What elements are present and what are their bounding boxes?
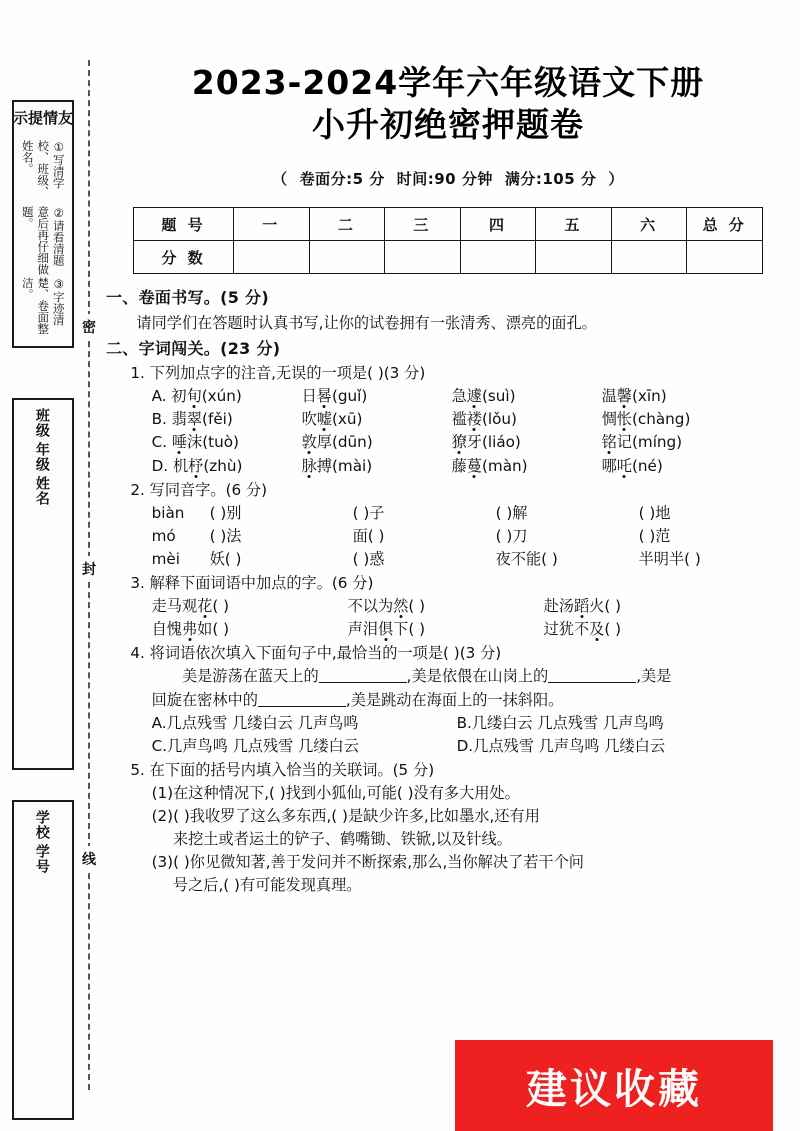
page-title-line1: 2023-2024学年六年级语文下册 <box>191 63 705 102</box>
page-title-line2: 小升初绝密押题卷 <box>312 105 584 145</box>
option-b-item-2: 吹嘘(xū) <box>301 410 363 429</box>
q2-pinyin-bian: biàn <box>151 503 185 522</box>
q2-mei-cell-2[interactable]: ( )惑 <box>352 549 385 568</box>
meta-time: 时间:90 分钟 <box>396 170 493 189</box>
field-name-label: 姓名 <box>33 476 50 506</box>
q4-option-c[interactable]: C.几声鸟鸣 几点残雪 几缕白云 <box>151 736 359 755</box>
field-school-label: 学校 <box>33 810 50 840</box>
seal-char-mi: 密 <box>78 314 100 340</box>
option-c-item-1: C. 唾沫(tuò) <box>151 433 239 452</box>
option-d-item-2: 脉搏(mài) <box>301 456 373 475</box>
option-d-item-4: 哪吒(né) <box>601 456 663 475</box>
score-cell-1[interactable] <box>234 241 310 274</box>
score-table-col-2: 二 <box>309 208 385 241</box>
question-2-stem: 2. 写同音字。(6 分) <box>130 480 268 499</box>
option-b-item-4: 惆怅(chàng) <box>601 410 691 429</box>
option-a-item-3: 急遽(suì) <box>451 387 516 406</box>
q2-mo-cell-2[interactable]: 面( ) <box>352 526 385 545</box>
score-table-col-total: 总 分 <box>687 208 763 241</box>
question-1-option-b[interactable] <box>106 408 792 431</box>
option-c-item-4: 铭记(míng) <box>601 433 683 452</box>
field-student-number[interactable] <box>34 844 49 878</box>
q3-item-2[interactable]: 不以为然( ) <box>347 597 426 616</box>
q4-blank-3[interactable] <box>258 706 346 707</box>
question-1-option-c[interactable] <box>106 431 792 454</box>
q3-item-3[interactable]: 赴汤蹈火( ) <box>543 597 622 616</box>
q2-mo-cell-1[interactable]: ( )法 <box>209 526 242 545</box>
score-table-col-6: 六 <box>611 208 687 241</box>
q2-pinyin-mei: mèi <box>151 549 180 568</box>
score-cell-4[interactable] <box>460 241 536 274</box>
question-2-row-mo <box>106 525 792 548</box>
score-table-label-question: 题 号 <box>134 208 234 241</box>
question-5-stem: 5. 在下面的括号内填入恰当的关联词。(5 分) <box>130 760 435 779</box>
question-3-stem: 3. 解释下面词语中加点的字。(6 分) <box>130 574 374 593</box>
school-id-box <box>12 800 74 1120</box>
question-1-option-a[interactable] <box>106 385 792 408</box>
option-a-item-4: 温馨(xīn) <box>601 387 667 406</box>
option-c-item-3: 獠牙(liáo) <box>451 433 521 452</box>
q4-option-b[interactable]: B.几缕白云 几点残雪 几声鸟鸣 <box>456 713 664 732</box>
q2-bian-cell-1[interactable]: ( )别 <box>209 503 242 522</box>
table-row-question-numbers <box>134 208 763 241</box>
q2-bian-cell-2[interactable]: ( )子 <box>352 503 385 522</box>
question-4-options-row-1 <box>106 712 792 735</box>
friendly-tips-title: 友情提示 <box>11 110 74 126</box>
question-5-item-3-cont: 号之后,( )有可能发现真理。 <box>172 876 362 895</box>
q4-part-4: 回旋在密林中的 <box>151 690 258 709</box>
question-4-options-row-2 <box>106 735 792 758</box>
field-student-number-label: 学号 <box>33 844 50 874</box>
score-table-col-1: 一 <box>234 208 310 241</box>
q2-mei-cell-3[interactable]: 夜不能( ) <box>495 549 558 568</box>
q4-part-1: 美是游荡在蓝天上的 <box>181 667 319 686</box>
field-name[interactable] <box>34 476 49 510</box>
meta-open-paren: （ <box>272 170 288 189</box>
field-class[interactable] <box>34 408 49 442</box>
q3-item-5[interactable]: 声泪俱下( ) <box>347 620 426 639</box>
q2-pinyin-mo: mó <box>151 526 176 545</box>
question-1-option-d[interactable] <box>106 455 792 478</box>
q3-item-4[interactable]: 自愧弗如( ) <box>151 620 230 639</box>
q3-item-6[interactable]: 过犹不及( ) <box>543 620 622 639</box>
q2-bian-cell-3[interactable]: ( )解 <box>495 503 528 522</box>
q4-blank-1[interactable] <box>319 682 407 683</box>
option-d-item-3: 藤蔓(màn) <box>451 456 528 475</box>
paper-meta <box>104 168 792 189</box>
field-grade-label: 年级 <box>33 442 50 472</box>
question-4-stem: 4. 将词语依次填入下面句子中,最恰当的一项是( )(3 分) <box>130 644 502 663</box>
question-5-item-2-cont: 来挖土或者运土的铲子、鹤嘴锄、铁锨,以及针线。 <box>172 830 512 849</box>
section-heading-1: 一、卷面书写。(5 分) <box>106 288 269 308</box>
student-info-box <box>12 398 74 770</box>
seal-char-xian: 线 <box>78 846 100 872</box>
q4-part-2: ,美是依偎在山岗上的 <box>406 667 549 686</box>
score-table-col-5: 五 <box>536 208 612 241</box>
friendly-tip-item: ③字迹清楚、卷面整洁。 <box>20 277 66 335</box>
score-cell-3[interactable] <box>385 241 461 274</box>
question-1-stem: 1. 下列加点字的注音,无误的一项是( )(3 分) <box>130 364 426 383</box>
q2-mo-cell-3[interactable]: ( )刀 <box>495 526 528 545</box>
option-a-item-1: A. 初旬(xún) <box>151 387 242 406</box>
q2-mei-cell-1[interactable]: 妖( ) <box>209 549 242 568</box>
question-5-item-2[interactable]: (2)( )我收罗了这么多东西,( )是缺少许多,比如墨水,还有用 <box>151 806 540 825</box>
score-cell-5[interactable] <box>536 241 612 274</box>
meta-writing-score: 卷面分:5 分 <box>299 170 385 189</box>
question-3-row-2 <box>106 618 792 641</box>
question-2-row-bian <box>106 502 792 525</box>
option-b-item-1: B. 翡翠(fěi) <box>151 410 233 429</box>
question-3-row-1 <box>106 595 792 618</box>
watermark-text: 建议收藏 <box>526 1065 702 1113</box>
option-d-item-1: D. 机杼(zhù) <box>151 456 243 475</box>
section-heading-2: 二、字词闯关。(23 分) <box>106 338 281 358</box>
section-1-body: 请同学们在答题时认真书写,让你的试卷拥有一张清秀、漂亮的面孔。 <box>136 313 597 332</box>
question-4-sentence <box>106 665 792 688</box>
q4-part-5: ,美是跳动在海面上的一抹斜阳。 <box>345 690 564 709</box>
score-table-label-score: 分 数 <box>134 241 234 274</box>
friendly-tips-box <box>12 100 74 348</box>
score-table-col-3: 三 <box>385 208 461 241</box>
q2-bian-cell-4[interactable]: ( )地 <box>638 503 671 522</box>
option-a-item-2: 日晷(guǐ) <box>301 387 368 406</box>
friendly-tip-item: ②请看清题意后再仔细做题。 <box>20 206 66 276</box>
meta-total: 满分:105 分 <box>504 170 597 189</box>
score-cell-6[interactable] <box>611 241 687 274</box>
left-margin <box>0 0 100 1131</box>
score-table <box>133 207 763 274</box>
field-school[interactable] <box>34 810 49 844</box>
recommend-save-watermark <box>455 1040 773 1131</box>
seal-char-feng: 封 <box>78 556 100 582</box>
q4-blank-2[interactable] <box>548 682 636 683</box>
q4-option-d[interactable]: D.几点残雪 几声鸟鸣 几缕白云 <box>456 736 666 755</box>
paper-title-block <box>104 0 792 146</box>
score-cell-total[interactable] <box>687 241 763 274</box>
field-grade[interactable] <box>34 442 49 476</box>
question-5-item-3[interactable]: (3)( )你见微知著,善于发问并不断探索,那么,当你解决了若干个问 <box>151 853 584 872</box>
option-b-item-3: 褴褛(lǒu) <box>451 410 517 429</box>
question-5-item-1[interactable]: (1)在这种情况下,( )找到小狐仙,可能( )没有多大用处。 <box>151 783 520 802</box>
q4-option-a[interactable]: A.几点残雪 几缕白云 几声鸟鸣 <box>151 713 359 732</box>
paper-main <box>104 0 792 1131</box>
question-4-sentence-cont <box>106 689 792 712</box>
question-2-row-mei <box>106 548 792 571</box>
q3-item-1[interactable]: 走马观花( ) <box>151 597 230 616</box>
field-class-label: 班级 <box>33 408 50 438</box>
q2-mei-cell-4[interactable]: 半明半( ) <box>638 549 701 568</box>
q4-part-3: ,美是 <box>636 667 672 686</box>
table-row-scores <box>134 241 763 274</box>
paper-content <box>104 286 792 897</box>
meta-close-paren: ） <box>608 170 624 189</box>
q2-mo-cell-4[interactable]: ( )范 <box>638 526 671 545</box>
friendly-tip-item: ①写清学校、班级、姓名。 <box>20 140 66 198</box>
option-c-item-2: 敦厚(dūn) <box>301 433 373 452</box>
score-table-col-4: 四 <box>460 208 536 241</box>
score-cell-2[interactable] <box>309 241 385 274</box>
